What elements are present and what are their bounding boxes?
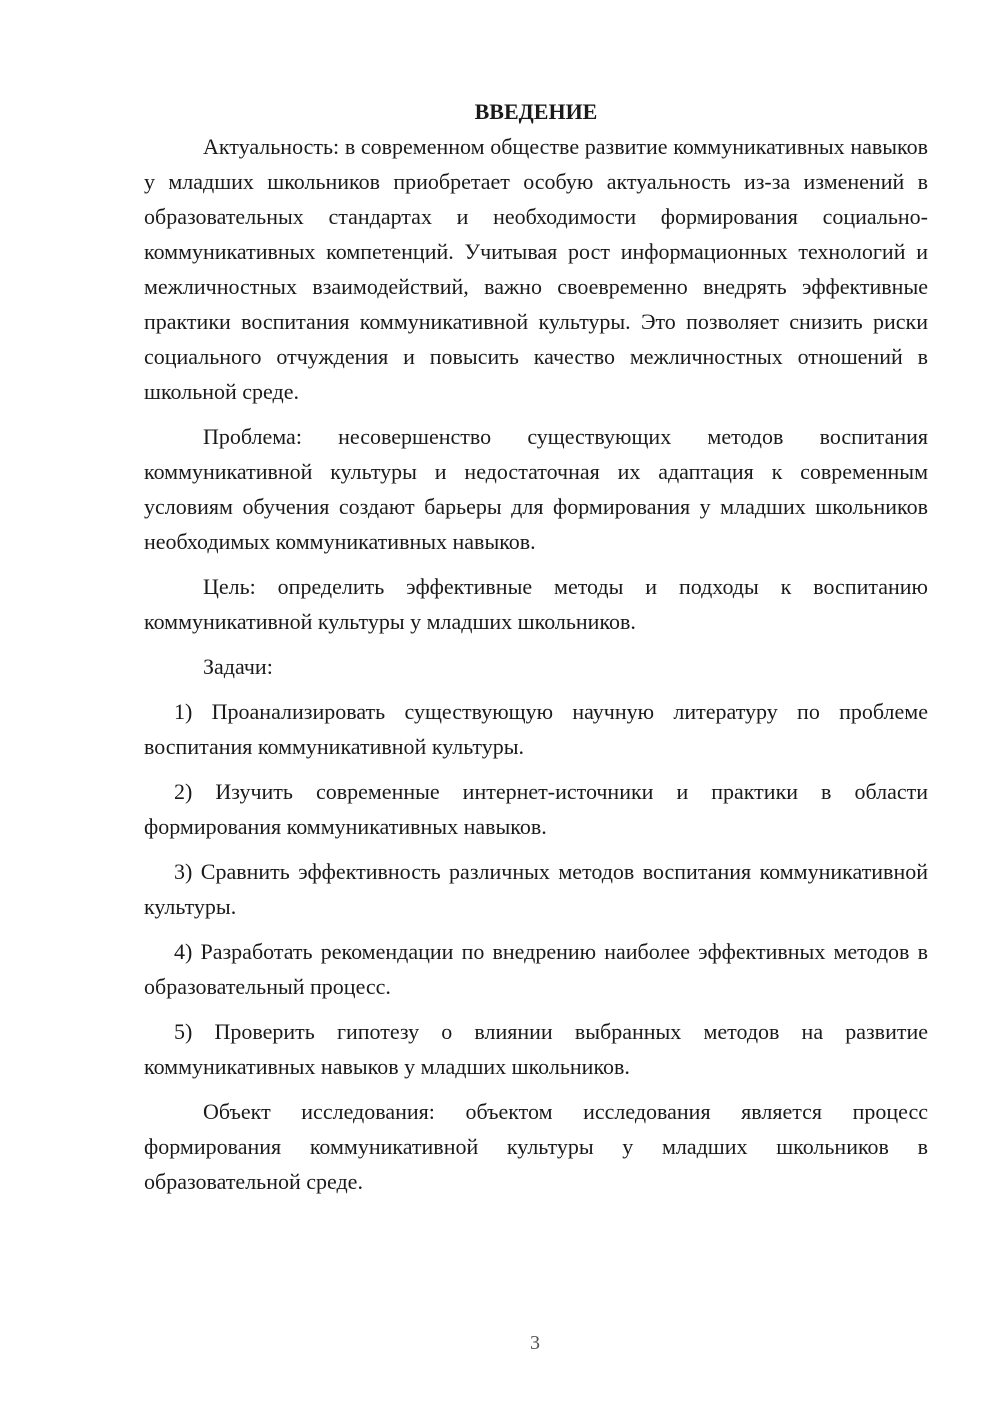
tasks-label: Задачи: [203, 654, 273, 679]
relevance-paragraph: Актуальность: в современном обществе развитие коммуникативных навыков у младших школьников приобретает особую актуальность из-за изменений в образовательных стандартах и необходимости формирования социально-коммуникативных компетенций. Учитывая рост информационных технологий и межличностных взаимодействий, важно своевременно внедрять эффективные практики воспитания коммуникативной культуры. Это позволяет снизить риски социального отчуждения и повысить качество межличностных отношений в школьной среде. [144, 134, 928, 404]
task-item-5: 5) Проверить гипотезу о влиянии выбранных методов на развитие коммуникативных навыков у младших школьников. [144, 1019, 928, 1079]
section-heading: ВВЕДЕНИЕ [474, 99, 598, 124]
page-number: 3 [530, 1332, 540, 1354]
problem-paragraph: Проблема: несовершенство существующих методов воспитания коммуникативной культуры и недостаточная их адаптация к современным условиям обучения создают барьеры для формирования у младших школьников необходимых коммуникативных навыков. [144, 424, 928, 554]
task-item-2: 2) Изучить современные интернет-источники и практики в области формирования коммуникативных навыков. [144, 779, 928, 839]
document-page [144, 94, 928, 1199]
goal-paragraph: Цель: определить эффективные методы и подходы к воспитанию коммуникативной культуры у младших школьников. [144, 574, 928, 634]
task-item-1: 1) Проанализировать существующую научную литературу по проблеме воспитания коммуникативной культуры. [144, 699, 928, 759]
task-item-4: 4) Разработать рекомендации по внедрению наиболее эффективных методов в образовательный процесс. [144, 939, 928, 999]
object-paragraph: Объект исследования: объектом исследования является процесс формирования коммуникативной культуры у младших школьников в образовательной среде. [144, 1099, 928, 1194]
task-item-3: 3) Сравнить эффективность различных методов воспитания коммуникативной культуры. [144, 859, 928, 919]
